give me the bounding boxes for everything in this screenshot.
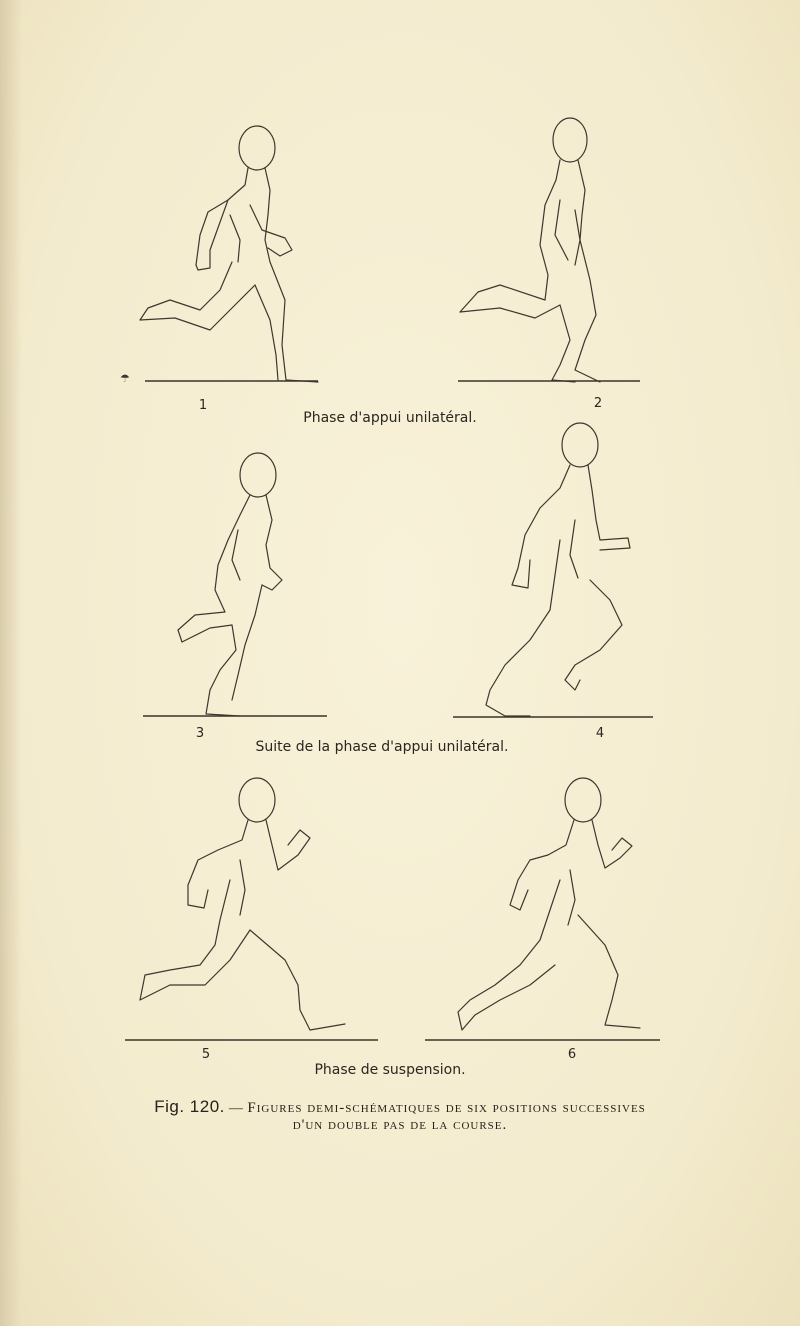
figure-caption-dash: —: [228, 1101, 244, 1116]
figure-number-4: 4: [595, 726, 605, 741]
runner-figure-6: [458, 778, 640, 1030]
figure-number-3: 3: [195, 726, 205, 741]
runner-figure-1: [120, 126, 318, 385]
figure-number-5: 5: [201, 1047, 211, 1062]
svg-text:☂: ☂: [120, 373, 130, 385]
figure-number-6: 6: [567, 1047, 577, 1062]
runner-figure-4: [486, 423, 630, 716]
caption-row-3: Phase de suspension.: [314, 1062, 466, 1078]
figure-caption-line-2: [0, 1117, 800, 1134]
figure-number-1: 1: [198, 398, 208, 413]
runner-figure-3: [178, 453, 282, 716]
figure-caption-text-1: Figures demi-schématiques de six positions successives: [247, 1100, 646, 1116]
figure-number-2: 2: [593, 396, 603, 411]
runner-figure-2: [460, 118, 600, 382]
figure-caption-text-2: d'un double pas de la course.: [292, 1117, 508, 1133]
figure-label: Fig. 120.: [154, 1097, 225, 1116]
figure-caption-line-1: [0, 1097, 800, 1117]
caption-row-1: Phase d'appui unilatéral.: [303, 410, 477, 426]
runner-figure-5: [140, 778, 345, 1030]
caption-row-2: Suite de la phase d'appui unilatéral.: [255, 739, 509, 755]
